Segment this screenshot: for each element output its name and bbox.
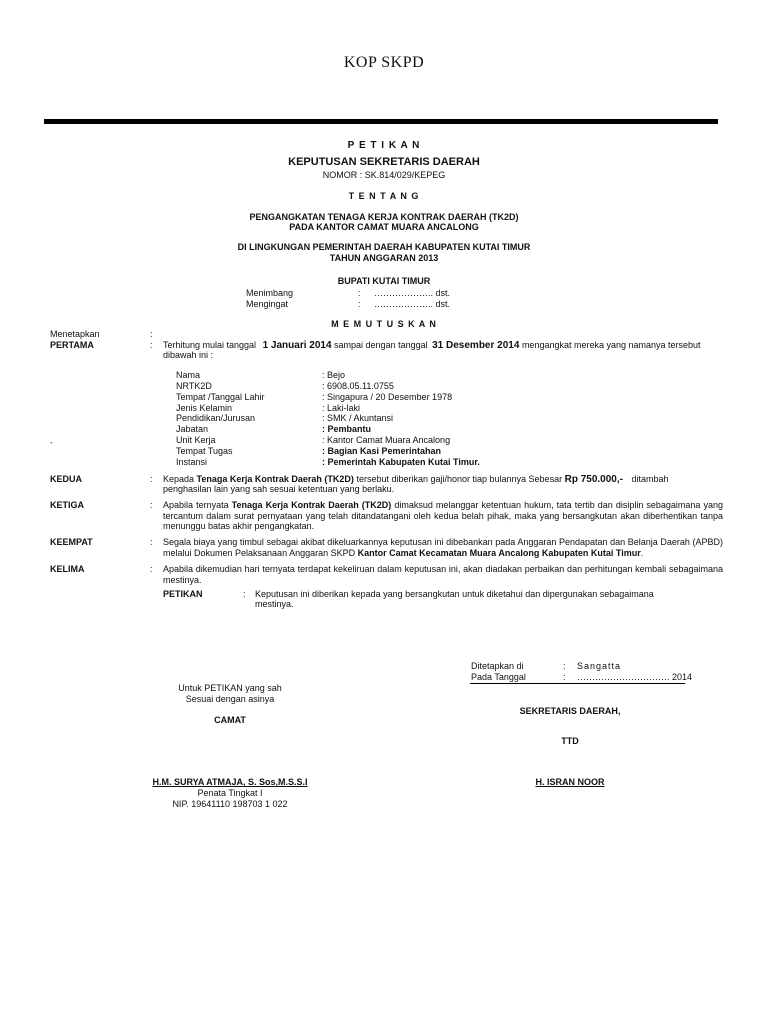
pertama-text-1: Terhitung mulai tanggal: [163, 340, 257, 350]
menimbang-label: Menimbang: [246, 288, 294, 298]
menetapkan-label: Menetapkan: [50, 329, 100, 339]
detail-value: : Bejo: [322, 370, 346, 380]
detail-value: : 6908.05.11.0755: [322, 381, 394, 391]
detail-value: : Pembantu: [322, 424, 372, 434]
kedua-label: KEDUA: [50, 474, 83, 484]
detail-value: : SMK / Akuntansi: [322, 413, 394, 423]
detail-value: : Singapura / 20 Desember 1978: [322, 392, 453, 402]
pertama-text: [163, 340, 701, 351]
left-sign-name: H.M. SURYA ATMAJA, S. Sos,M.S.S.I: [152, 777, 308, 787]
pertama-label: PERTAMA: [50, 340, 94, 350]
header-divider: [44, 119, 718, 124]
pertama-colon: :: [150, 340, 153, 350]
detail-value: : Pemerintah Kabupaten Kutai Timur.: [322, 457, 480, 467]
kedua-text-2: tersebut diberikan gaji/honor tiap bulannya Sebesar: [356, 474, 563, 484]
tentang-heading: T E N T A N G: [348, 191, 420, 201]
mengingat-label: Mengingat: [246, 299, 289, 309]
ketiga-colon: :: [150, 500, 153, 510]
kedua-text-1: Kepada: [163, 474, 195, 484]
kedua-bold-1: Tenaga Kerja Kontrak Daerah (TK2D): [196, 474, 354, 484]
tanggal-value: …………………………. 2014: [577, 672, 693, 682]
kedua-colon: :: [150, 474, 153, 484]
ditetapkan-colon: :: [563, 661, 566, 671]
keempat-bold-1: Kantor Camat Kecamatan Muara Ancalong Kabupaten Kutai Timur: [357, 547, 641, 558]
subject-line-1: PENGANGKATAN TENAGA KERJA KONTRAK DAERAH (TK2D): [249, 212, 519, 222]
kelima-text: Apabila dikemudian hari ternyata terdapat kekeliruan dalam keputusan ini, akan diadakan perbaikan dan perhitungan kembali sebagaimana mestinya.: [163, 564, 723, 585]
letterhead-title: KOP SKPD: [343, 54, 425, 71]
petikan-note-line-1: Keputusan ini diberikan kepada yang bersangkutan untuk diketahui dan dipergunakan sebagaimana: [255, 589, 654, 599]
decree-number: NOMOR : SK.814/029/KEPEG: [322, 170, 446, 180]
ketiga-text-2: dimaksud melanggar ketentuan hukum, tata tertib dan disiplin sebagaimana yang tercantum dalam surat pernyataan yang telah ditandatangani oleh kedua belah pihak, maka yang bersangkutan akan diberhentikan tanpa menunggu batas akhir pengangkatan.: [163, 500, 724, 531]
keempat-text-2: .: [640, 547, 644, 558]
subject-line-3: DI LINGKUNGAN PEMERINTAH DAERAH KABUPATEN KUTAI TIMUR: [237, 242, 531, 252]
stray-backtick: `: [50, 441, 53, 451]
left-sign-line-2: Sesuai dengan asinya: [185, 694, 275, 704]
menimbang-colon: :: [358, 288, 361, 298]
ketiga-text: [163, 500, 723, 532]
decree-title: KEPUTUSAN SEKRETARIS DAERAH: [288, 156, 480, 168]
pertama-text-2: sampai dengan tanggal: [334, 340, 428, 350]
kedua-line-2: penghasilan lain yang sah sesuai ketentuan yang berlaku.: [163, 484, 395, 494]
subject-line-4: TAHUN ANGGARAN 2013: [329, 253, 439, 263]
detail-label: NRTK2D: [176, 381, 212, 391]
pertama-start-date: 1 Januari 2014: [262, 340, 332, 351]
keempat-colon: :: [150, 537, 153, 547]
kedua-salary: Rp 750.000,-: [564, 474, 623, 485]
detail-label: Jenis Kelamin: [176, 403, 233, 413]
tanggal-label: Pada Tanggal: [471, 672, 526, 682]
keempat-label: KEEMPAT: [50, 537, 93, 547]
pertama-text-3: mengangkat mereka yang namanya tersebut: [521, 340, 701, 350]
kelima-label: KELIMA: [50, 564, 85, 574]
subject-line-2: PADA KANTOR CAMAT MUARA ANCALONG: [289, 222, 479, 232]
detail-label: Pendidikan/Jurusan: [176, 413, 256, 423]
ditetapkan-label: Ditetapkan di: [471, 661, 524, 671]
bupati-heading: BUPATI KUTAI TIMUR: [337, 276, 431, 286]
mengingat-colon: :: [358, 299, 361, 309]
ketiga-label: KETIGA: [50, 500, 85, 510]
keempat-text: [163, 537, 723, 558]
detail-label: Unit Kerja: [176, 435, 216, 445]
kedua-text-3: ditambah: [631, 474, 669, 484]
petikan-note-colon: :: [243, 589, 246, 599]
detail-label: Jabatan: [176, 424, 209, 434]
detail-label: Tempat Tugas: [176, 446, 233, 456]
detail-value: : Kantor Camat Muara Ancalong: [322, 435, 451, 445]
menetapkan-colon: :: [150, 329, 153, 339]
ketiga-bold-1: Tenaga Kerja Kontrak Daerah (TK2D): [231, 500, 392, 510]
left-sign-nip: NIP. 19641110 198703 1 022: [172, 799, 288, 809]
pertama-line-2: dibawah ini :: [163, 350, 214, 360]
ketiga-text-1: Apabila ternyata: [163, 500, 229, 510]
detail-label: Instansi: [176, 457, 208, 467]
keempat-text-1: Segala biaya yang timbul sebagai akibat dikeluarkannya keputusan ini dibebankan pada Anggaran Pendapatan dan Belanja Daerah (APBD) melalui Dokumen Pelaksanaan Anggaran SKPD: [163, 537, 723, 558]
menimbang-value: ……………….. dst.: [374, 288, 451, 298]
ditetapkan-value: Sangatta: [577, 661, 622, 671]
right-sign-name: H. ISRAN NOOR: [535, 777, 605, 787]
left-sign-line-1: Untuk PETIKAN yang sah: [178, 683, 282, 693]
memutuskan-heading: M E M U T U S K A N: [331, 319, 437, 329]
detail-label: Nama: [176, 370, 201, 380]
pertama-end-date: 31 Desember 2014: [432, 340, 520, 351]
tanggal-colon: :: [563, 672, 566, 682]
detail-value: : Bagian Kasi Pemerintahan: [322, 446, 442, 456]
right-sign-title: SEKRETARIS DAERAH,: [519, 706, 621, 716]
mengingat-value: ……………….. dst.: [374, 299, 451, 309]
kelima-colon: :: [150, 564, 153, 574]
detail-value: : Laki-laki: [322, 403, 361, 413]
detail-label: Tempat /Tanggal Lahir: [176, 392, 265, 402]
petikan-heading: P E T I K A N: [347, 140, 421, 151]
left-sign-title: CAMAT: [214, 715, 246, 725]
left-sign-rank: Penata Tingkat I: [197, 788, 263, 798]
ditetapkan-divider: [470, 683, 685, 684]
right-sign-ttd: TTD: [561, 736, 579, 746]
petikan-note-line-2: mestinya.: [255, 599, 294, 609]
petikan-note-label: PETIKAN: [163, 589, 203, 599]
